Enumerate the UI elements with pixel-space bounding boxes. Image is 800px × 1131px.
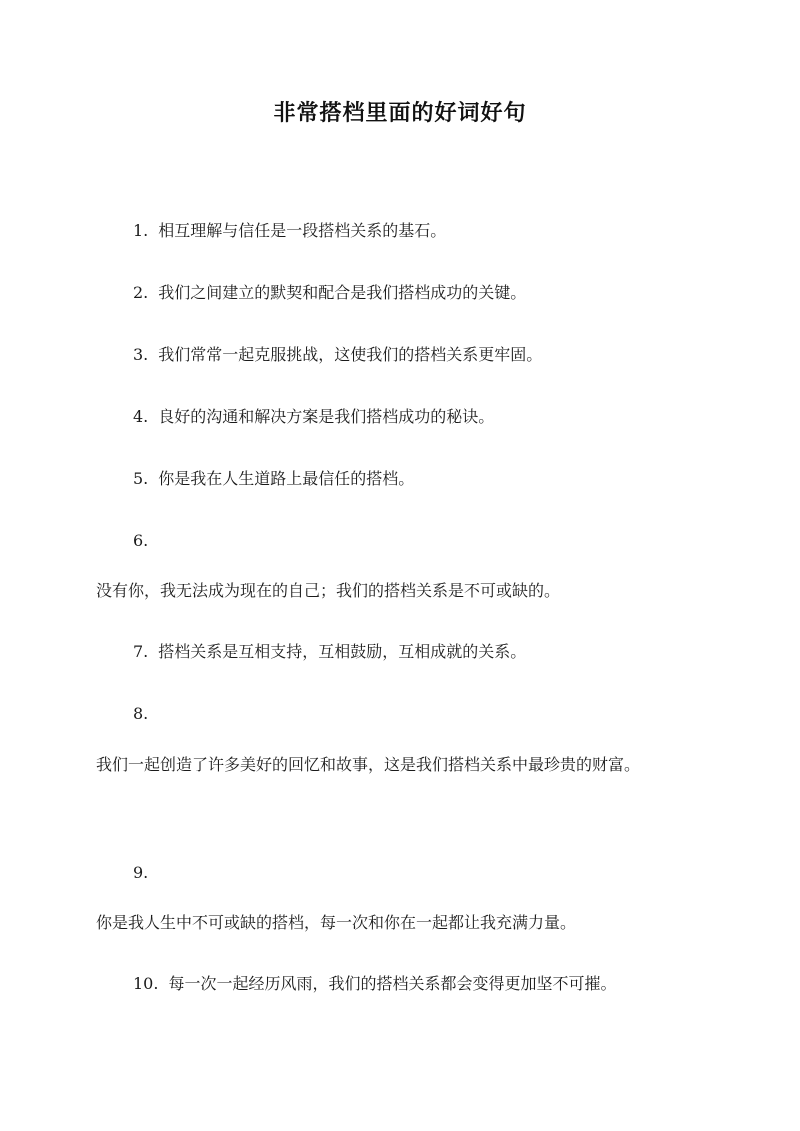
item-number: 4. [133, 407, 149, 426]
item-text: 相互理解与信任是一段搭档关系的基石。 [158, 221, 447, 240]
list-item-4 [133, 406, 494, 428]
item-number: 5. [133, 469, 149, 488]
list-item-6-number [133, 530, 148, 552]
item-text: 你是我人生中不可或缺的搭档，每一次和你在一起都让我充满力量。 [96, 913, 577, 932]
page-title: 非常搭档里面的好词好句 [273, 100, 527, 126]
list-item-5 [133, 468, 414, 490]
list-item-2 [133, 282, 526, 304]
list-item-7 [133, 641, 526, 663]
list-item-3 [133, 344, 542, 366]
item-text: 搭档关系是互相支持，互相鼓励，互相成就的关系。 [158, 642, 527, 661]
item-text: 每一次一起经历风雨，我们的搭档关系都会变得更加坚不可摧。 [168, 974, 617, 993]
item-text: 良好的沟通和解决方案是我们搭档成功的秘诀。 [158, 407, 495, 426]
item-text: 我们之间建立的默契和配合是我们搭档成功的关键。 [158, 283, 527, 302]
item-text: 你是我在人生道路上最信任的搭档。 [158, 469, 415, 488]
item-number: 6. [133, 531, 149, 550]
list-item-8-number [133, 703, 148, 725]
list-item-10 [133, 973, 616, 995]
item-text: 没有你，我无法成为现在的自己；我们的搭档关系是不可或缺的。 [96, 581, 561, 600]
list-item-6-text [96, 580, 560, 602]
item-number: 2. [133, 283, 149, 302]
item-text: 我们常常一起克服挑战，这使我们的搭档关系更牢固。 [158, 345, 543, 364]
item-number: 7. [133, 642, 149, 661]
list-item-8-text: 我们一起创造了许多美好的回忆和故事，这是我们搭档关系中最珍贵的财富。 [96, 755, 641, 774]
item-number: 8. [133, 704, 149, 723]
item-number: 3. [133, 345, 149, 364]
item-number: 9. [133, 863, 149, 882]
list-item-1 [133, 220, 446, 242]
item-number: 10. [133, 974, 159, 993]
list-item-9-text [96, 912, 576, 934]
item-number: 1. [133, 221, 149, 240]
list-item-9-number [133, 862, 148, 884]
